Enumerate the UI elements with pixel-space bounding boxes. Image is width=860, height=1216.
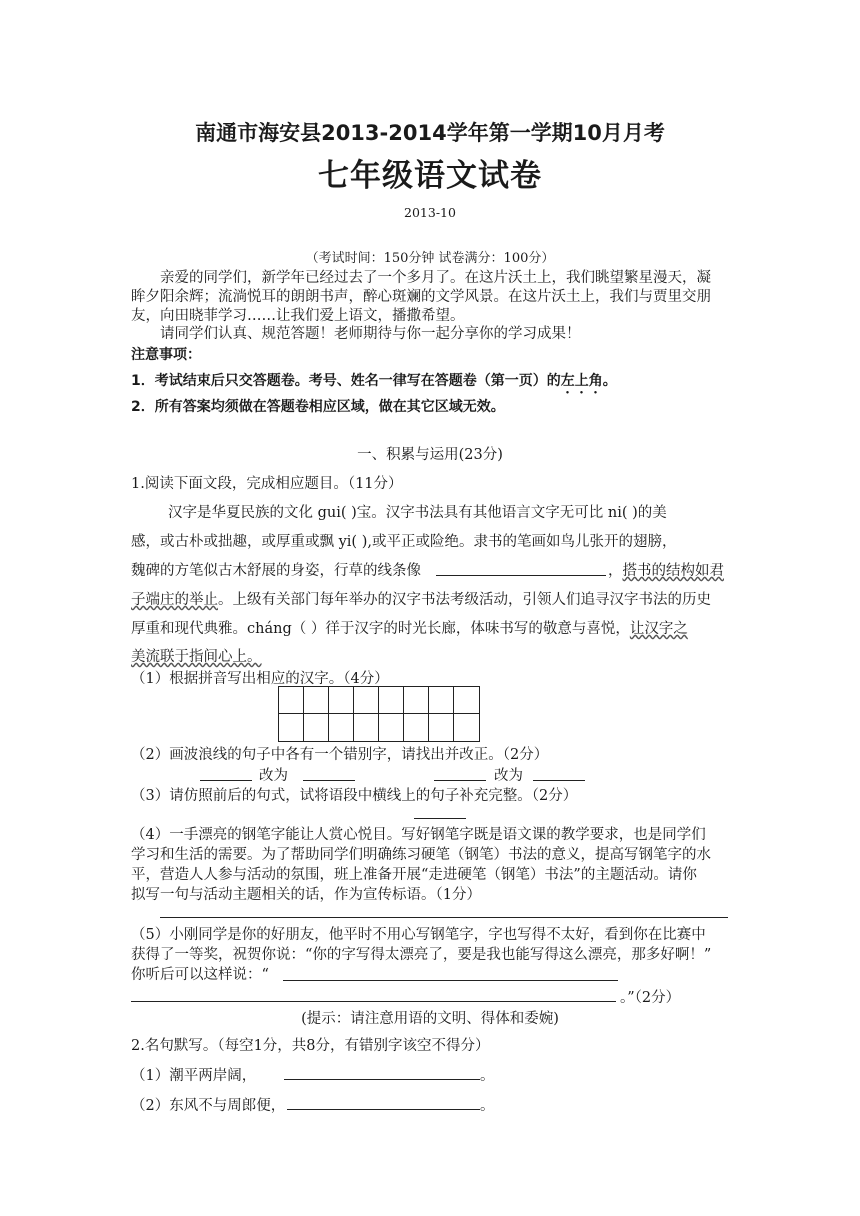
sub4-line3: 平，营造人人参与活动的氛围，班上准备开展“走进硬笔（钢笔）书法”的主题活动。请你 — [131, 867, 697, 883]
grid-cell[interactable] — [454, 714, 479, 741]
q1-line3 — [131, 559, 421, 580]
q1-line1: 汉字是华夏民族的文化 gui( )宝。汉字书法具有其他语言文字无可比 ni( )的美 — [168, 505, 667, 521]
sub5-line2: 获得了一等奖，祝贺你说：“你的字写得太漂亮了，要是我也能写得这么漂亮，那多好啊！” — [131, 947, 712, 963]
grid-cell[interactable] — [354, 687, 379, 714]
wavy-sentence-1b: 子端庄的举止 — [131, 592, 218, 608]
sub3-prompt: （3）请仿照前后的句式，试将语段中横线上的句子补充完整。（2分） — [131, 788, 578, 804]
q2-item2-end: 。 — [480, 1098, 495, 1114]
grid-cell[interactable] — [279, 714, 304, 741]
grid-cell[interactable] — [404, 714, 429, 741]
q1-line3-tail — [608, 559, 724, 580]
wavy-sentence-2a: 让汉字之 — [629, 621, 688, 637]
sub3-answer-line[interactable] — [414, 818, 466, 819]
fix-label-2: 改为 — [494, 768, 523, 784]
grid-cell[interactable] — [429, 714, 454, 741]
notice-item2: 2．所有答案均须做在答题卷相应区域，做在其它区域无效。 — [131, 399, 505, 415]
exam-info: （考试时间：150分钟 试卷满分：100分） — [305, 251, 555, 266]
sub4-line4: 拟写一句与活动主题相关的话，作为宣传标语。（1分） — [131, 887, 481, 903]
grid-cell[interactable] — [454, 687, 479, 714]
q2-item2: （2）东风不与周郎便， — [131, 1098, 286, 1114]
wavy-sentence-2b: 美流联于指间心上。 — [131, 649, 262, 665]
wrong-char-blank-2[interactable] — [434, 780, 486, 781]
character-grid[interactable] — [278, 686, 480, 742]
grid-cell[interactable] — [329, 687, 354, 714]
reply-answer-line-2[interactable] — [131, 1001, 616, 1002]
sub4-line2: 学习和生活的需要。为了帮助同学们明确练习硬笔（钢笔）书法的意义，提高写钢笔字的水 — [131, 847, 711, 863]
notice-item1-emphasis: 左上角 — [560, 373, 603, 389]
reply-answer-line-1[interactable] — [283, 980, 618, 981]
sub5-line4-end: 。”（2分） — [620, 990, 681, 1006]
grid-cell[interactable] — [404, 687, 429, 714]
grid-cell[interactable] — [429, 687, 454, 714]
q1-line6 — [131, 645, 262, 666]
hint-text: (提示：请注意用语的文明、得体和委婉) — [301, 1011, 559, 1027]
q2-item2-blank[interactable] — [287, 1109, 480, 1110]
intro-line4: 请同学们认真、规范答题！老师期待与你一起分享你的学习成果！ — [160, 326, 581, 342]
wavy-sentence-1a: 搭书的结构如君 — [622, 563, 724, 579]
notice-item1 — [131, 370, 617, 397]
sub5-line3: 你听后可以这样说：“ — [131, 967, 269, 983]
notice-item1-end: 。 — [602, 373, 617, 389]
q1-line2: 感，或古朴或拙趣，或厚重或飘 yi( ),或平正或险绝。隶书的笔画如鸟儿张开的翅膀， — [131, 534, 677, 550]
q1-line3-text: 魏碑的方笔似古木舒展的身姿，行草的线条像 — [131, 563, 421, 579]
fill-blank-line[interactable] — [436, 575, 606, 576]
q2-item1-blank[interactable] — [284, 1079, 480, 1080]
sub5-line1: （5）小刚同学是你的好朋友，他平时不用心写钢笔字，字也写得不太好，看到你在比赛中 — [131, 927, 706, 943]
q1-line5 — [131, 617, 688, 638]
sub1-prompt: （1）根据拼音写出相应的汉字。（4分） — [131, 671, 389, 687]
notice-heading: 注意事项： — [131, 347, 201, 363]
grid-cell[interactable] — [329, 714, 354, 741]
slogan-answer-line[interactable] — [160, 917, 728, 918]
exam-date: 2013-10 — [404, 205, 456, 220]
intro-line3: 友，向田晓菲学习……让我们爱上语文，播撒希望。 — [131, 308, 465, 324]
intro-line1: 亲爱的同学们，新学年已经过去了一个多月了。在这片沃土上，我们眺望繁星漫天，凝 — [160, 270, 711, 286]
q1-line4 — [131, 588, 711, 609]
correct-char-blank-2[interactable] — [533, 780, 585, 781]
grid-cell[interactable] — [304, 714, 329, 741]
fix-label-1: 改为 — [259, 768, 288, 784]
intro-line2: 眸夕阳余辉；流淌悦耳的朗朗书声，醉心斑斓的文学风景。在这片沃土上，我们与贾里交朋 — [131, 289, 711, 305]
notice-item1-text: 1．考试结束后只交答题卷。考号、姓名一律写在答题卷（第一页）的 — [131, 373, 561, 389]
title-line1: 南通市海安县2013-2014学年第一学期10月月考 — [195, 121, 665, 145]
grid-cell[interactable] — [279, 687, 304, 714]
q2-title: 2.名句默写。（每空1分，共8分，有错别字该空不得分） — [131, 1038, 490, 1054]
title-line2: 七年级语文试卷 — [318, 158, 542, 194]
correct-char-blank-1[interactable] — [303, 780, 355, 781]
q1-line5-text: 厚重和现代典雅。cháng（ ）徉于汉字的时光长廊，体味书写的敬意与喜悦， — [131, 621, 630, 637]
section1-heading: 一、积累与运用(23分) — [357, 447, 503, 463]
q1-line4-text: 。上级有关部门每年举办的汉字书法考级活动，引领人们追寻汉字书法的历史 — [218, 592, 711, 608]
q2-item1: （1）潮平两岸阔， — [131, 1068, 257, 1084]
grid-cell[interactable] — [304, 687, 329, 714]
q2-item1-end: 。 — [480, 1068, 495, 1084]
q1-line3-comma: ， — [608, 563, 623, 579]
wrong-char-blank-1[interactable] — [200, 780, 252, 781]
q1-title: 1.阅读下面文段，完成相应题目。（11分） — [131, 476, 403, 492]
sub4-line1: （4）一手漂亮的钢笔字能让人赏心悦目。写好钢笔字既是语文课的教学要求，也是同学们 — [131, 827, 706, 843]
grid-cell[interactable] — [354, 714, 379, 741]
grid-cell[interactable] — [379, 714, 404, 741]
sub2-prompt: （2）画波浪线的句子中各有一个错别字，请找出并改正。（2分） — [131, 747, 549, 763]
grid-cell[interactable] — [379, 687, 404, 714]
